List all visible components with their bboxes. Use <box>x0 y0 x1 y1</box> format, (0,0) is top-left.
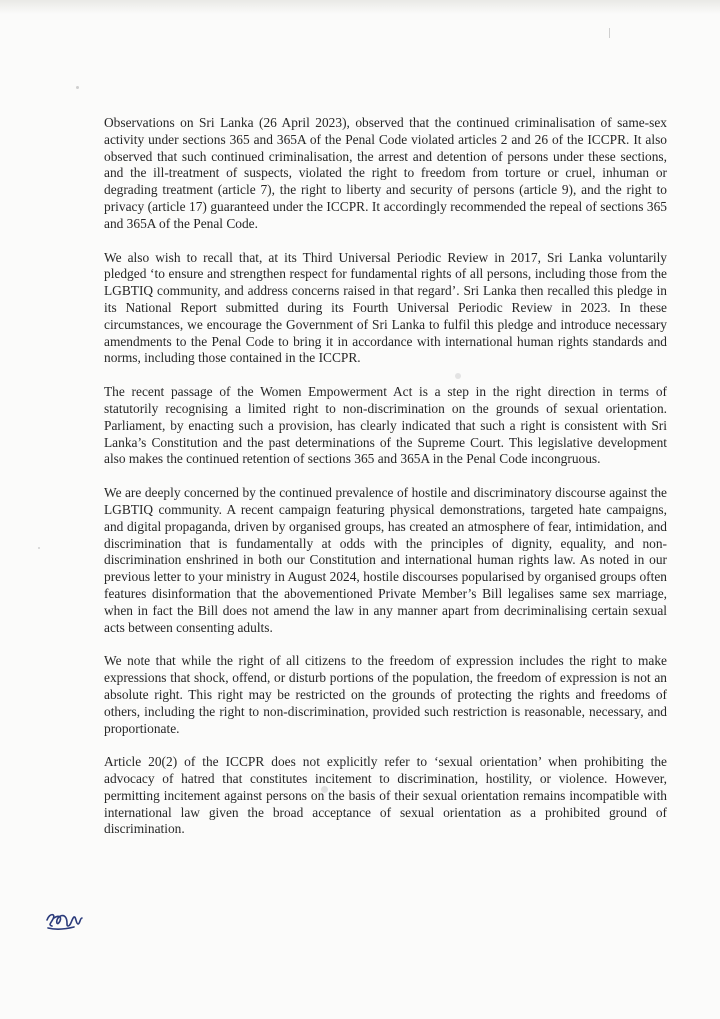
paragraph: We also wish to recall that, at its Third Universal Periodic Review in 2017, Sri Lanka voluntarily pledged ‘to ensure and strengthen respect for fundamental rights of all persons, including those from the LGBTIQ community, and address concerns raised in that regard’. Sri Lanka then recalled this pledge in its National Report submitted during its Fourth Universal Periodic Review in 2023. In these circumstances, we encourage the Government of Sri Lanka to fulfil this pledge and introduce necessary amendments to the Penal Code to bring it in accordance with international human rights standards and norms, including those contained in the ICCPR. <box>104 249 667 366</box>
paragraph: We are deeply concerned by the continued prevalence of hostile and discriminatory discourse against the LGBTIQ community. A recent campaign featuring physical demonstrations, targeted hate campaigns, and digital propaganda, driven by organised groups, has created an atmosphere of fear, intimidation, and discrimination that is fundamentally at odds with the principles of dignity, equality, and non-discrimination enshrined in both our Constitution and international human rights law. As noted in our previous letter to your ministry in August 2024, hostile discourses popularised by organised groups often features disinformation that the abovementioned Private Member’s Bill legalises same sex marriage, when in fact the Bill does not amend the law in any manner apart from decriminalising certain sexual acts between consenting adults. <box>104 485 667 635</box>
handwritten-initials <box>44 906 84 932</box>
scan-speck <box>76 86 79 89</box>
paragraph: The recent passage of the Women Empowerment Act is a step in the right direction in terms of statutorily recognising a limited right to non-discrimination on the grounds of sexual orientation. Parliament, by enacting such a provision, has clearly indicated that such a right is consistent with Sri Lanka’s Constitution and the past determinations of the Supreme Court. This legislative development also makes the continued retention of sections 365 and 365A in the Penal Code incongruous. <box>104 384 667 467</box>
scan-edge-shadow <box>0 0 720 14</box>
paragraph: Article 20(2) of the ICCPR does not explicitly refer to ‘sexual orientation’ when prohibiting the advocacy of hatred that constitutes incitement to discrimination, hostility, or violence. However, permitting incitement against persons on the basis of their sexual orientation remains incompatible with international law given the broad acceptance of sexual orientation as a prohibited ground of discrimination. <box>104 754 667 837</box>
scan-speck <box>609 28 610 38</box>
letter-body <box>104 115 667 855</box>
paragraph: We note that while the right of all citizens to the freedom of expression includes the right to make expressions that shock, offend, or disturb portions of the population, the freedom of expression is not an absolute right. This right may be restricted on the grounds of protecting the rights and freedoms of others, including the right to non-discrimination, provided such restriction is reasonable, necessary, and proportionate. <box>104 653 667 736</box>
scan-speck <box>38 547 40 549</box>
paragraph: Observations on Sri Lanka (26 April 2023), observed that the continued criminalisation of same-sex activity under sections 365 and 365A of the Penal Code violated articles 2 and 26 of the ICCPR. It also observed that such continued criminalisation, the arrest and detention of persons under these sections, and the ill-treatment of suspects, violated the right to freedom from torture or cruel, inhuman or degrading treatment (article 7), the right to liberty and security of persons (article 9), and the right to privacy (article 17) guaranteed under the ICCPR. It accordingly recommended the repeal of sections 365 and 365A of the Penal Code. <box>104 115 667 231</box>
